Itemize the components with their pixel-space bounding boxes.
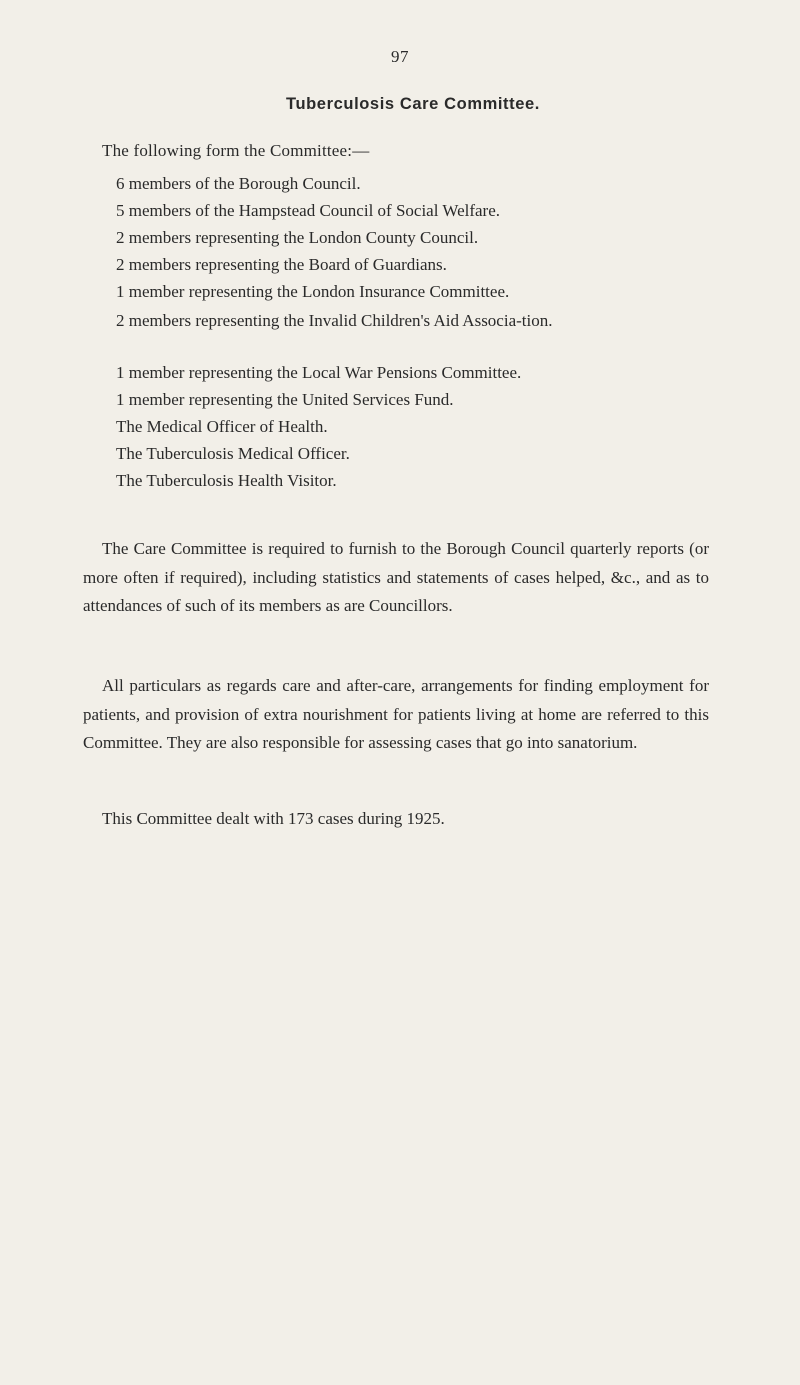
intro-text: The following form the Committee:— (102, 141, 370, 160)
list-item: The Medical Officer of Health. (116, 417, 328, 436)
list-item: The Tuberculosis Medical Officer. (116, 444, 350, 463)
paragraph-responsibilities: All particulars as regards care and after-care, arrangements for finding employment for patients, and provision of extra nourishment for patients living at home are referred to this Committee. They are also responsible for assessing cases that go into sanatorium. (83, 676, 709, 753)
list-item: 2 members representing the London County Council. (116, 228, 479, 247)
list-item: 1 member representing the United Services Fund. (116, 390, 454, 409)
list-item: 1 member representing the Local War Pensions Committee. (116, 363, 522, 382)
paragraph-reporting: The Care Committee is required to furnish to the Borough Council quarterly reports (or more often if required), including statistics and statements of cases helped, &c., and as to attendances of such of its members as are Councillors. (83, 539, 709, 616)
section-heading: Tuberculosis Care Committee. (286, 95, 540, 113)
list-item: The Tuberculosis Health Visitor. (116, 471, 337, 490)
page-number: 97 (391, 47, 409, 66)
list-item: 1 member representing the London Insurance Committee. (116, 282, 510, 301)
committee-member-list (116, 172, 716, 496)
list-item: 5 members of the Hampstead Council of Social Welfare. (116, 201, 501, 220)
list-item: 2 members representing the Invalid Children's Aid Associa-tion. (116, 311, 553, 330)
list-item: 6 members of the Borough Council. (116, 174, 361, 193)
paragraph-case-count: This Committee dealt with 173 cases during 1925. (102, 809, 445, 828)
list-item: 2 members representing the Board of Guardians. (116, 255, 447, 274)
